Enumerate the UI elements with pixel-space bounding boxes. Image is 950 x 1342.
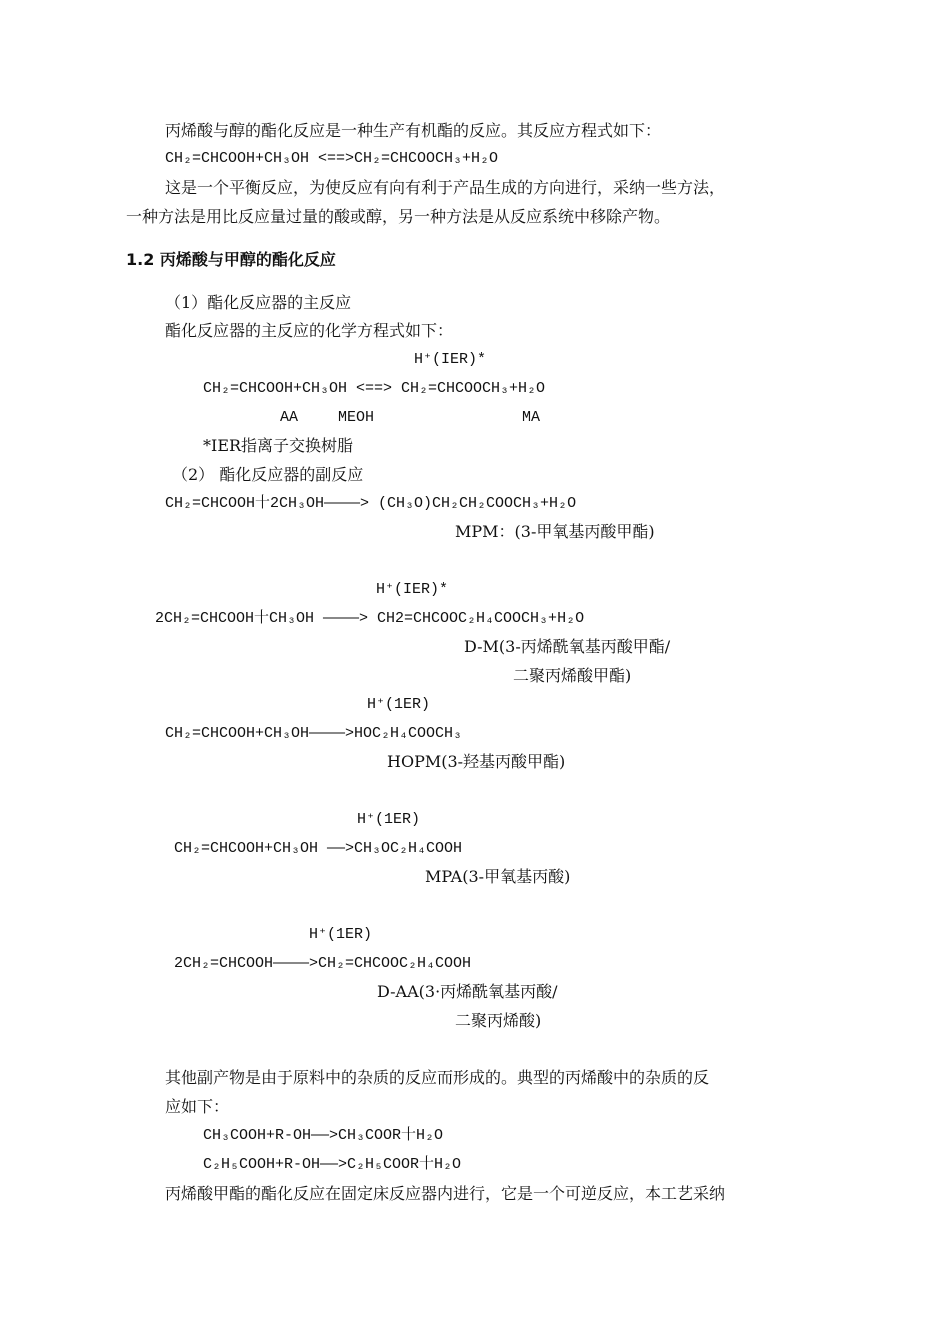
label-meoh: MEOH [338, 409, 375, 426]
side-reaction-2-equation: 2CH₂=CHCOOH十CH₃OH ————> CH2=CHCOOC₂H₄COOCH₃+H₂O [155, 610, 585, 627]
side-reaction-5-equation: 2CH₂=CHCOOH————>CH₂=CHCOOC₂H₄COOH [174, 955, 472, 972]
label-ma: MA [522, 409, 541, 426]
main-reaction-equation: CH₂=CHCOOH+CH₃OH <==> CH₂=CHCOOCH₃+H₂O [203, 380, 546, 397]
side-reaction-4-catalyst: H⁺(1ER) [357, 811, 421, 828]
side-reaction-4-product: MPA(3-甲氧基丙酸) [425, 867, 571, 886]
intro-paragraph: 丙烯酸与醇的酯化反应是一种生产有机酯的反应。其反应方程式如下： [165, 121, 662, 140]
side-reaction-2-product-line-2: 二聚丙烯酸甲酯) [513, 666, 632, 685]
side-reaction-2-catalyst: H⁺(IER)* [376, 581, 449, 598]
main-reaction-catalyst: H⁺(IER)* [414, 351, 487, 368]
section-heading: 1.2 丙烯酸与甲醇的酯化反应 [126, 250, 336, 269]
impurity-equation-1: CH₃COOH+R-OH——>CH₃COOR十H₂O [203, 1127, 444, 1144]
side-reaction-5-product-line-2: 二聚丙烯酸) [455, 1011, 542, 1030]
intro-paragraph-2-line-1: 这是一个平衡反应，为使反应有向有利于产品生成的方向进行，采纳一些方法， [165, 178, 726, 197]
closing-paragraph: 丙烯酸甲酯的酯化反应在固定床反应器内进行，它是一个可逆反应，本工艺采纳 [165, 1184, 726, 1203]
intro-equation: CH₂=CHCOOH+CH₃OH <==>CH₂=CHCOOCH₃+H₂O [165, 150, 499, 167]
main-reaction-heading: （1）酯化反应器的主反应 [165, 293, 352, 312]
side-reaction-1-product: MPM：(3-甲氧基丙酸甲酯) [455, 522, 655, 541]
side-reaction-5-product-line-1: D-AA(3·丙烯酰氧基丙酸/ [377, 982, 558, 1001]
intro-paragraph-2-line-2: 一种方法是用比反应量过量的酸或醇，另一种方法是从反应系统中移除产物。 [126, 207, 671, 226]
impurities-paragraph-line-1: 其他副产物是由于原料中的杂质的反应而形成的。典型的丙烯酸中的杂质的反 [165, 1068, 710, 1087]
side-reaction-4-equation: CH₂=CHCOOH+CH₃OH ——>CH₃OC₂H₄COOH [174, 840, 463, 857]
side-reaction-1-equation: CH₂=CHCOOH十2CH₃OH————> (CH₃O)CH₂CH₂COOCH₃+H₂O [165, 495, 577, 512]
impurities-paragraph-line-2: 应如下： [165, 1097, 230, 1116]
side-reaction-3-product: HOPM(3-羟基丙酸甲酯) [387, 752, 566, 771]
main-reaction-intro: 酯化反应器的主反应的化学方程式如下： [165, 321, 454, 340]
side-reaction-5-catalyst: H⁺(1ER) [309, 926, 373, 943]
side-reaction-3-catalyst: H⁺(1ER) [367, 696, 431, 713]
impurity-equation-2: C₂H₅COOH+R-OH——>C₂H₅COOR十H₂O [203, 1156, 462, 1173]
label-aa: AA [280, 409, 299, 426]
side-reaction-3-equation: CH₂=CHCOOH+CH₃OH————>HOC₂H₄COOCH₃ [165, 725, 463, 742]
side-reaction-2-product-line-1: D-M(3-丙烯酰氧基丙酸甲酯/ [464, 637, 671, 656]
ier-note: *IER指离子交换树脂 [203, 436, 354, 455]
side-reaction-heading: （2） 酯化反应器的副反应 [172, 465, 364, 484]
